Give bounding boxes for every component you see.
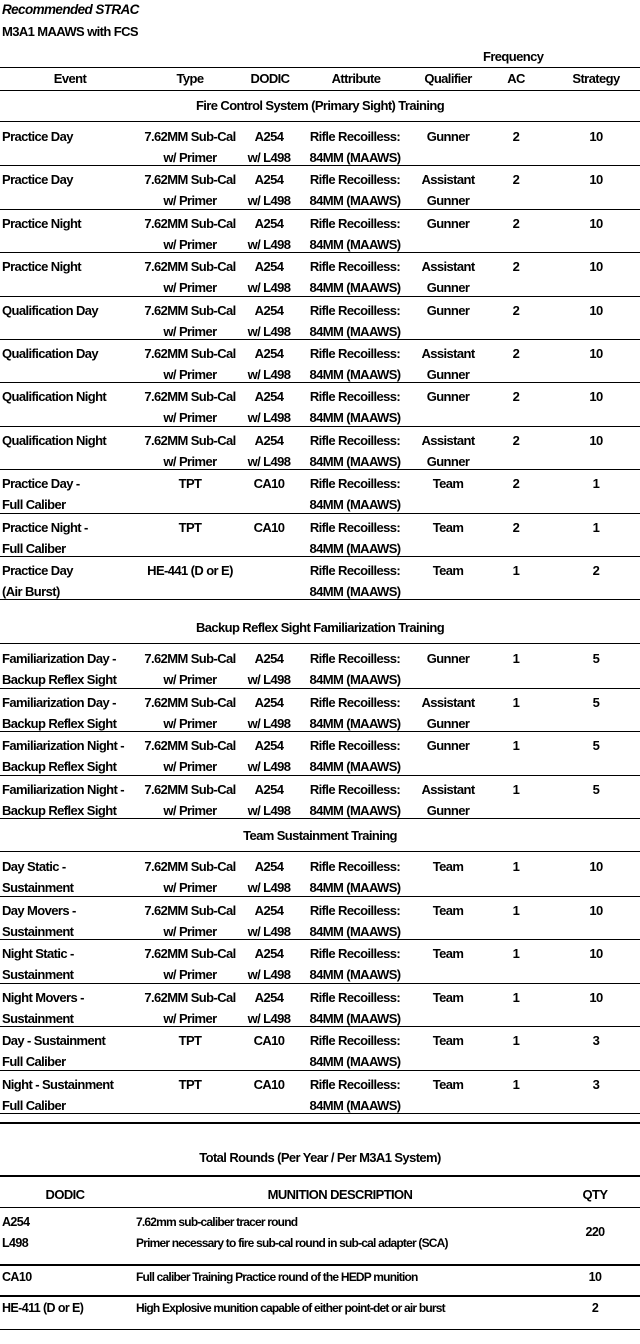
cell-event: Familiarization Night - Backup Reflex Sight <box>2 781 124 818</box>
cell-attribute: Rifle Recoilless: 84MM (MAAWS) <box>309 432 401 469</box>
cell-ac: 2 <box>512 389 520 405</box>
cell-type: 7.62MM Sub-Cal w/ Primer <box>144 781 236 818</box>
cell-ac: 1 <box>512 859 520 874</box>
row-rule <box>0 599 640 600</box>
cell-qualifier: Team <box>432 902 464 918</box>
cell-qualifier: Assistant Gunner <box>421 259 475 296</box>
cell-strategy: 3 <box>592 1076 600 1092</box>
cell-event: Familiarization Day - Backup Reflex Sight <box>2 694 117 731</box>
cell-event: Practice Day (Air Burst) <box>2 563 73 599</box>
cell-dodic: A254 w/ L498 <box>247 738 291 774</box>
cell-ac: 1 <box>512 563 520 578</box>
cell-event: Night - Sustainment Full Caliber <box>2 1076 114 1113</box>
cell-attribute: Rifle Recoilless: 84MM (MAAWS) <box>309 519 401 556</box>
totals-header-dodic: DODIC <box>45 1187 85 1202</box>
totals-dodic: CA10 <box>2 1270 32 1284</box>
cell-ac: 2 <box>512 259 520 275</box>
cell-attribute: Rifle Recoilless: 84MM (MAAWS) <box>309 1076 401 1113</box>
row-rule <box>0 1026 640 1027</box>
cell-attribute: Rifle Recoilless: 84MM (MAAWS) <box>309 215 401 252</box>
row-rule <box>0 1122 640 1124</box>
row-rule <box>0 121 640 122</box>
cell-attribute: Rifle Recoilless: 84MM (MAAWS) <box>309 651 401 687</box>
cell-ac: 2 <box>512 432 520 448</box>
header-qualifier: Qualifier <box>424 71 472 86</box>
cell-event: Practice Night - Full Caliber <box>2 519 88 556</box>
cell-qualifier: Team <box>432 476 464 492</box>
cell-type: 7.62MM Sub-Cal w/ Primer <box>144 902 236 939</box>
cell-qualifier: Assistant Gunner <box>421 346 475 382</box>
cell-attribute: Rifle Recoilless: 84MM (MAAWS) <box>309 259 401 296</box>
cell-type: HE-441 (D or E) <box>147 563 233 578</box>
totals-title: Total Rounds (Per Year / Per M3A1 System) <box>199 1150 441 1165</box>
cell-type: 7.62MM Sub-Cal w/ Primer <box>144 738 236 774</box>
cell-type: 7.62MM Sub-Cal w/ Primer <box>144 172 236 209</box>
cell-ac: 1 <box>512 1076 520 1092</box>
row-rule <box>0 896 640 897</box>
row-rule <box>0 1207 640 1208</box>
cell-attribute: Rifle Recoilless: 84MM (MAAWS) <box>309 694 401 731</box>
cell-qualifier: Team <box>432 989 464 1005</box>
row-rule <box>0 851 640 852</box>
row-rule <box>0 1295 640 1297</box>
cell-dodic: A254 w/ L498 <box>247 651 291 687</box>
totals-dodic: A254 L498 <box>2 1215 30 1250</box>
cell-dodic: A254 w/ L498 <box>247 902 291 939</box>
cell-strategy: 1 <box>592 519 600 535</box>
cell-qualifier: Team <box>432 946 464 961</box>
row-rule <box>0 643 640 644</box>
cell-event: Practice Day <box>2 129 73 144</box>
row-rule <box>0 775 640 776</box>
totals-qty: 2 <box>591 1301 599 1315</box>
row-rule <box>0 165 640 166</box>
row-rule <box>0 252 640 253</box>
cell-qualifier: Assistant Gunner <box>421 432 475 469</box>
cell-attribute: Rifle Recoilless: 84MM (MAAWS) <box>309 172 401 209</box>
cell-event: Qualification Night <box>2 432 107 448</box>
cell-type: 7.62MM Sub-Cal w/ Primer <box>144 389 236 426</box>
row-rule <box>0 983 640 984</box>
cell-strategy: 10 <box>589 129 603 144</box>
cell-event: Qualification Day <box>2 346 98 361</box>
cell-dodic: CA10 <box>253 1033 285 1048</box>
cell-dodic: CA10 <box>253 476 285 492</box>
cell-dodic: A254 w/ L498 <box>247 781 291 818</box>
cell-strategy: 3 <box>592 1033 600 1048</box>
cell-qualifier: Gunner <box>426 738 470 753</box>
cell-dodic: A254 w/ L498 <box>247 129 291 165</box>
cell-qualifier: Gunner <box>426 389 470 405</box>
cell-type: TPT <box>178 476 202 492</box>
cell-attribute: Rifle Recoilless: 84MM (MAAWS) <box>309 859 401 895</box>
cell-type: 7.62MM Sub-Cal w/ Primer <box>144 259 236 296</box>
cell-ac: 2 <box>512 172 520 188</box>
cell-ac: 2 <box>512 519 520 535</box>
cell-ac: 2 <box>512 346 520 361</box>
cell-type: 7.62MM Sub-Cal w/ Primer <box>144 859 236 895</box>
cell-type: 7.62MM Sub-Cal w/ Primer <box>144 346 236 382</box>
row-rule <box>0 469 640 470</box>
cell-dodic: CA10 <box>253 519 285 535</box>
cell-attribute: Rifle Recoilless: 84MM (MAAWS) <box>309 563 401 599</box>
row-rule <box>0 731 640 732</box>
cell-ac: 1 <box>512 694 520 710</box>
document-subtitle: M3A1 MAAWS with FCS <box>2 24 138 39</box>
totals-header-qty: QTY <box>582 1187 608 1202</box>
cell-strategy: 10 <box>589 946 603 961</box>
cell-attribute: Rifle Recoilless: 84MM (MAAWS) <box>309 346 401 382</box>
cell-event: Qualification Day <box>2 302 98 318</box>
cell-event: Practice Night <box>2 259 82 275</box>
totals-header-description: MUNITION DESCRIPTION <box>267 1187 413 1202</box>
cell-qualifier: Team <box>432 563 464 578</box>
row-rule <box>0 426 640 427</box>
cell-strategy: 1 <box>592 476 600 492</box>
row-rule <box>0 818 640 819</box>
header-ac: AC <box>507 71 525 86</box>
row-rule <box>0 1175 640 1177</box>
cell-strategy: 10 <box>589 259 603 275</box>
cell-qualifier: Team <box>432 1076 464 1092</box>
cell-attribute: Rifle Recoilless: 84MM (MAAWS) <box>309 946 401 982</box>
cell-strategy: 10 <box>589 902 603 918</box>
cell-attribute: Rifle Recoilless: 84MM (MAAWS) <box>309 738 401 774</box>
cell-qualifier: Team <box>432 519 464 535</box>
cell-attribute: Rifle Recoilless: 84MM (MAAWS) <box>309 1033 401 1069</box>
cell-strategy: 10 <box>589 172 603 188</box>
cell-strategy: 5 <box>592 738 600 753</box>
row-rule <box>0 939 640 940</box>
header-strategy: Strategy <box>572 71 620 86</box>
cell-strategy: 2 <box>592 563 600 578</box>
cell-type: 7.62MM Sub-Cal w/ Primer <box>144 302 236 339</box>
frequency-group-header: Frequency <box>483 49 544 64</box>
cell-qualifier: Gunner <box>426 129 470 144</box>
document-title: Recommended STRAC <box>2 2 139 17</box>
cell-dodic: A254 w/ L498 <box>247 215 291 252</box>
cell-type: 7.62MM Sub-Cal w/ Primer <box>144 651 236 687</box>
cell-strategy: 10 <box>589 859 603 874</box>
row-rule <box>0 1264 640 1266</box>
cell-ac: 2 <box>512 129 520 144</box>
totals-description: Full caliber Training Practice round of the HEDP munition <box>136 1270 418 1284</box>
cell-type: 7.62MM Sub-Cal w/ Primer <box>144 694 236 731</box>
totals-qty: 10 <box>588 1270 602 1284</box>
cell-ac: 1 <box>512 989 520 1005</box>
cell-ac: 1 <box>512 946 520 961</box>
totals-dodic: HE-411 (D or E) <box>2 1301 84 1315</box>
cell-attribute: Rifle Recoilless: 84MM (MAAWS) <box>309 389 401 426</box>
cell-attribute: Rifle Recoilless: 84MM (MAAWS) <box>309 781 401 818</box>
cell-ac: 1 <box>512 1033 520 1048</box>
cell-strategy: 5 <box>592 651 600 666</box>
row-rule <box>0 296 640 297</box>
cell-event: Night Static - Sustainment <box>2 946 74 982</box>
header-dodic: DODIC <box>250 71 290 86</box>
cell-event: Qualification Night <box>2 389 107 405</box>
cell-qualifier: Assistant Gunner <box>421 694 475 731</box>
cell-strategy: 10 <box>589 432 603 448</box>
row-rule <box>0 1113 640 1114</box>
cell-ac: 2 <box>512 215 520 231</box>
cell-dodic: A254 w/ L498 <box>247 694 291 731</box>
row-rule <box>0 382 640 383</box>
row-rule <box>0 1329 640 1330</box>
cell-event: Familiarization Day - Backup Reflex Sight <box>2 651 117 687</box>
cell-ac: 1 <box>512 651 520 666</box>
row-rule <box>0 556 640 557</box>
cell-ac: 1 <box>512 781 520 797</box>
cell-dodic: A254 w/ L498 <box>247 432 291 469</box>
cell-event: Practice Day <box>2 172 73 188</box>
cell-qualifier: Gunner <box>426 651 470 666</box>
cell-attribute: Rifle Recoilless: 84MM (MAAWS) <box>309 476 401 513</box>
cell-type: 7.62MM Sub-Cal w/ Primer <box>144 129 236 165</box>
cell-ac: 1 <box>512 902 520 918</box>
cell-event: Day Static - Sustainment <box>2 859 74 895</box>
cell-dodic: A254 w/ L498 <box>247 172 291 209</box>
totals-description: 7.62mm sub-caliber tracer round Primer necessary to fire sub-cal round in sub-cal adapter (SCA) <box>136 1215 448 1250</box>
cell-ac: 2 <box>512 476 520 492</box>
cell-event: Familiarization Night - Backup Reflex Sight <box>2 738 124 774</box>
row-rule <box>0 688 640 689</box>
cell-qualifier: Assistant Gunner <box>421 172 475 209</box>
cell-ac: 2 <box>512 302 520 318</box>
cell-ac: 1 <box>512 738 520 753</box>
header-bottom-rule <box>0 90 640 91</box>
cell-attribute: Rifle Recoilless: 84MM (MAAWS) <box>309 902 401 939</box>
header-attribute: Attribute <box>331 71 381 86</box>
section-title: Fire Control System (Primary Sight) Training <box>195 98 445 113</box>
cell-dodic: A254 w/ L498 <box>247 346 291 382</box>
cell-dodic: A254 w/ L498 <box>247 946 291 982</box>
totals-description: High Explosive munition capable of either point-det or air burst <box>136 1301 445 1315</box>
cell-strategy: 5 <box>592 694 600 710</box>
cell-qualifier: Team <box>432 1033 464 1048</box>
cell-dodic: A254 w/ L498 <box>247 859 291 895</box>
cell-type: TPT <box>178 1033 202 1048</box>
cell-qualifier: Gunner <box>426 215 470 231</box>
cell-strategy: 10 <box>589 302 603 318</box>
row-rule <box>0 1070 640 1071</box>
cell-event: Night Movers - Sustainment <box>2 989 84 1026</box>
section-title: Backup Reflex Sight Familiarization Training <box>195 620 445 635</box>
cell-dodic: A254 w/ L498 <box>247 389 291 426</box>
cell-type: TPT <box>178 1076 202 1092</box>
cell-qualifier: Assistant Gunner <box>421 781 475 818</box>
cell-dodic: A254 w/ L498 <box>247 989 291 1026</box>
cell-strategy: 5 <box>592 781 600 797</box>
cell-type: 7.62MM Sub-Cal w/ Primer <box>144 432 236 469</box>
cell-strategy: 10 <box>589 389 603 405</box>
header-top-rule <box>0 67 640 68</box>
header-event: Event <box>53 71 87 86</box>
cell-attribute: Rifle Recoilless: 84MM (MAAWS) <box>309 989 401 1026</box>
header-type: Type <box>176 71 204 86</box>
row-rule <box>0 339 640 340</box>
cell-attribute: Rifle Recoilless: 84MM (MAAWS) <box>309 129 401 165</box>
cell-qualifier: Gunner <box>426 302 470 318</box>
cell-event: Day Movers - Sustainment <box>2 902 76 939</box>
cell-dodic: CA10 <box>253 1076 285 1092</box>
cell-type: TPT <box>178 519 202 535</box>
cell-dodic: A254 w/ L498 <box>247 259 291 296</box>
cell-event: Day - Sustainment Full Caliber <box>2 1033 106 1069</box>
row-rule <box>0 209 640 210</box>
cell-dodic: A254 w/ L498 <box>247 302 291 339</box>
cell-strategy: 10 <box>589 215 603 231</box>
cell-type: 7.62MM Sub-Cal w/ Primer <box>144 946 236 982</box>
cell-event: Practice Night <box>2 215 82 231</box>
row-rule <box>0 513 640 514</box>
section-title: Team Sustainment Training <box>243 828 397 843</box>
cell-strategy: 10 <box>589 346 603 361</box>
cell-type: 7.62MM Sub-Cal w/ Primer <box>144 215 236 252</box>
cell-type: 7.62MM Sub-Cal w/ Primer <box>144 989 236 1026</box>
cell-strategy: 10 <box>589 989 603 1005</box>
cell-qualifier: Team <box>432 859 464 874</box>
cell-attribute: Rifle Recoilless: 84MM (MAAWS) <box>309 302 401 339</box>
cell-event: Practice Day - Full Caliber <box>2 476 80 513</box>
totals-qty: 220 <box>585 1225 605 1239</box>
